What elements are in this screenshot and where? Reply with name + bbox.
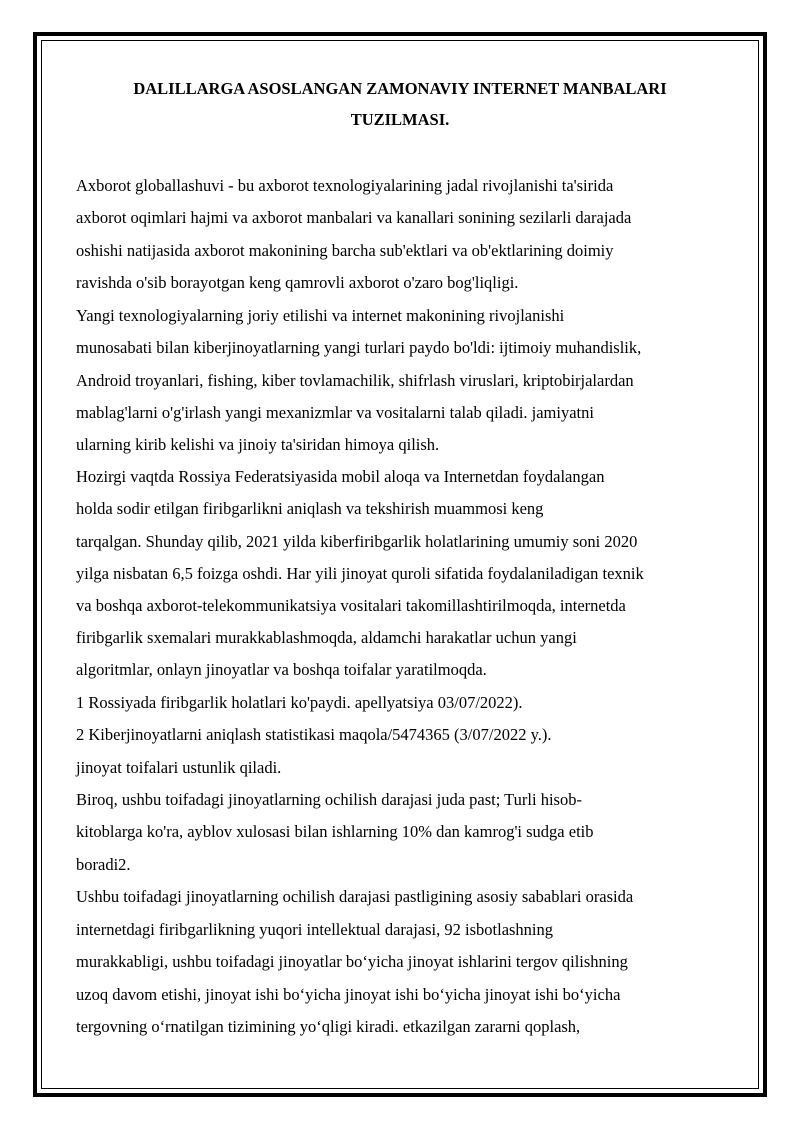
body-line-4: ravishda o'sib borayotgan keng qamrovli axborot o'zaro bog'liqligi. (76, 273, 519, 292)
body-line-27: tergovning oʻrnatilgan tizimining yoʻqligi kiradi. etkazilgan zararni qoplash, (76, 1017, 581, 1036)
body-line-15: firibgarlik sxemalari murakkablashmoqda, aldamchi harakatlar uchun yangi (76, 628, 577, 647)
body-line-11: holda sodir etilgan firibgarlikni aniqlash va tekshirish muammosi keng (76, 499, 544, 518)
body-line-1: Axborot globallashuvi - bu axborot texnologiyalarining jadal rivojlanishi ta'sirida (76, 176, 614, 195)
body-line-14: va boshqa axborot-telekommunikatsiya vositalari takomillashtirilmoqda, internetda (76, 596, 626, 615)
title-line-1: DALILLARGA ASOSLANGAN ZAMONAVIY INTERNET MANBALARI (133, 79, 667, 98)
body-line-8: mablag'larni o'g'irlash yangi mexanizmlar va vositalarni talab qiladi. jamiyatni (76, 403, 594, 422)
body-line-3: oshishi natijasida axborot makonining barcha sub'ektlari va ob'ektlarining doimiy (76, 241, 614, 260)
body-line-21: kitoblarga ko'ra, ayblov xulosasi bilan ishlarning 10% dan kamrog'i sudga etib (76, 822, 594, 841)
body-line-19: jinoyat toifalari ustunlik qiladi. (76, 758, 282, 777)
body-line-9: ularning kirib kelishi va jinoiy ta'siridan himoya qilish. (76, 435, 440, 454)
body-line-6: munosabati bilan kiberjinoyatlarning yangi turlari paydo bo'ldi: ijtimoiy muhandislik, (76, 338, 642, 357)
body-line-23: Ushbu toifadagi jinoyatlarning ochilish darajasi pastligining asosiy sabablari orasida (76, 887, 634, 906)
document-title (60, 73, 740, 135)
body-line-12: tarqalgan. Shunday qilib, 2021 yilda kiberfiribgarlik holatlarining umumiy soni 2020 (76, 532, 638, 551)
body-line-26: uzoq davom etishi, jinoyat ishi boʻyicha jinoyat ishi boʻyicha jinoyat ishi boʻyicha (76, 985, 621, 1004)
body-line-25: murakkabligi, ushbu toifadagi jinoyatlar boʻyicha jinoyat ishlarini tergov qilishning (76, 952, 628, 971)
body-line-16: algoritmlar, onlayn jinoyatlar va boshqa toifalar yaratilmoqda. (76, 660, 487, 679)
body-line-20: Biroq, ushbu toifadagi jinoyatlarning ochilish darajasi juda past; Turli hisob- (76, 790, 582, 809)
body-line-2: axborot oqimlari hajmi va axborot manbalari va kanallari sonining sezilarli darajada (76, 208, 632, 227)
body-line-13: yilga nisbatan 6,5 foizga oshdi. Har yili jinoyat quroli sifatida foydalaniladigan texnik (76, 564, 644, 583)
body-line-7: Android troyanlari, fishing, kiber tovlamachilik, shifrlash viruslari, kriptobirjalardan (76, 371, 634, 390)
body-line-22: boradi2. (76, 855, 131, 874)
body-line-10: Hozirgi vaqtda Rossiya Federatsiyasida mobil aloqa va Internetdan foydalangan (76, 467, 605, 486)
body-line-24: internetdagi firibgarlikning yuqori intellektual darajasi, 92 isbotlashning (76, 920, 554, 939)
title-line-2: TUZILMASI. (350, 110, 450, 129)
body-line-17: 1 Rossiyada firibgarlik holatlari ko'paydi. apellyatsiya 03/07/2022). (76, 693, 523, 712)
body-line-18: 2 Kiberjinoyatlarni aniqlash statistikasi maqola/5474365 (3/07/2022 y.). (76, 725, 552, 744)
body-line-5: Yangi texnologiyalarning joriy etilishi va internet makonining rivojlanishi (76, 306, 565, 325)
